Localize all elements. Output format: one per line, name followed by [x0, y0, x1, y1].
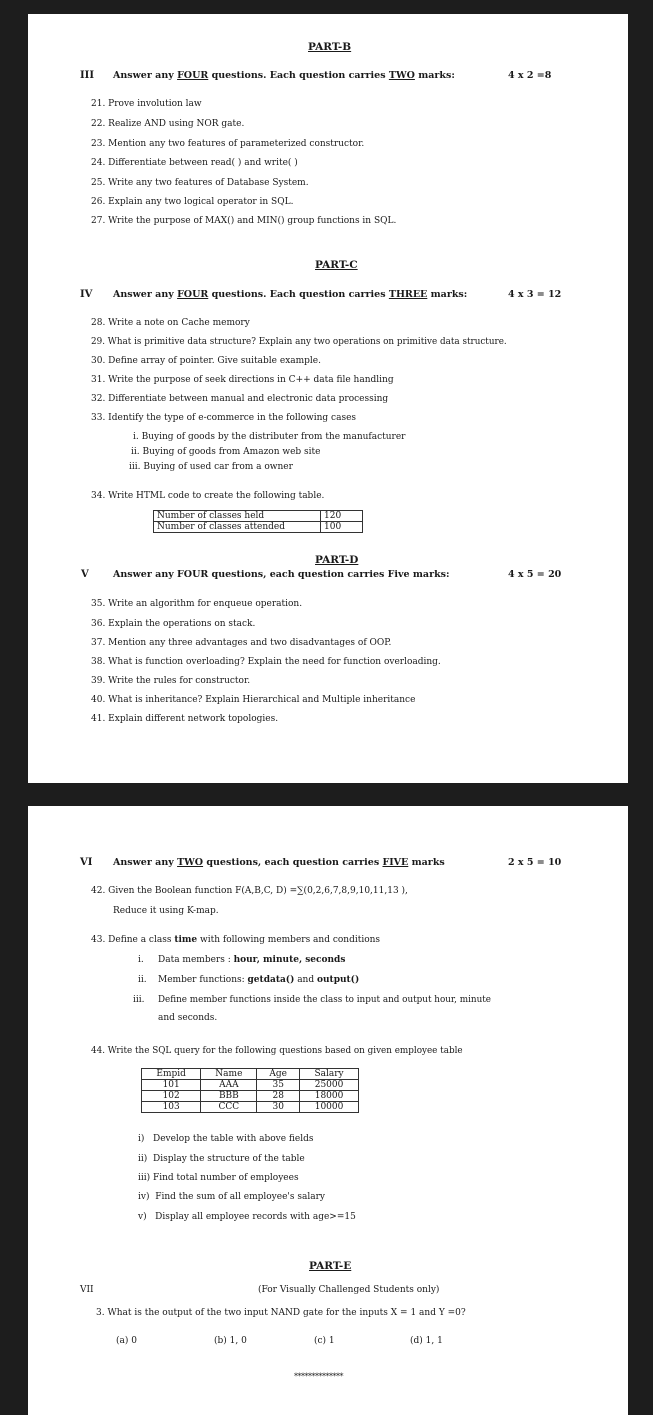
question-32: 32. Differentiate between manual and electronic data processing: [91, 394, 389, 404]
question-29: 29. What is primitive data structure? Explain any two operations on primitive data structure.: [91, 337, 507, 347]
table-cell: 18000: [300, 1091, 359, 1102]
part-e-question: 3. What is the output of the two input NAND gate for the inputs X = 1 and Y =0?: [96, 1308, 466, 1318]
question-36: 36. Explain the operations on stack.: [91, 619, 256, 629]
question-38: 38. What is function overloading? Explain the need for function overloading.: [91, 657, 441, 667]
column-header: Empid: [142, 1069, 201, 1080]
part-b-marks: 4 x 2 =8: [508, 70, 552, 81]
question-24: 24. Differentiate between read( ) and write( ): [91, 158, 298, 168]
table-row: [142, 1102, 359, 1113]
question-23: 23. Mention any two features of parameterized constructor.: [91, 139, 365, 149]
part-e-note: (For Visually Challenged Students only): [258, 1285, 440, 1295]
question-39: 39. Write the rules for constructor.: [91, 676, 251, 686]
end-of-paper-marker: **************: [294, 1372, 343, 1381]
question-33-item-i: i. Buying of goods by the distributer from the manufacturer: [133, 432, 406, 442]
question-43: 43. Define a class time with following members and conditions: [91, 935, 381, 945]
part-e-title: PART-E: [309, 1260, 352, 1272]
table-cell: 10000: [300, 1102, 359, 1113]
table-header-row: [142, 1069, 359, 1080]
part-d-instruction: Answer any FOUR questions, each question carries Five marks:: [113, 569, 450, 580]
section-iv-number: IV: [80, 289, 93, 300]
question-42: 42. Given the Boolean function F(A,B,C, D) =∑(0,2,6,7,8,9,10,11,13 ),: [91, 886, 408, 896]
question-43-item-iii: iii. Define member functions inside the class to input and output hour, minute: [133, 995, 491, 1005]
table-cell: AAA: [201, 1080, 257, 1091]
table-cell: 101: [142, 1080, 201, 1091]
part-c-title: PART-C: [315, 259, 358, 271]
table-cell: BBB: [201, 1091, 257, 1102]
option-a: (a) 0: [116, 1336, 137, 1346]
question-44-item-iv: iv) Find the sum of all employee's salary: [138, 1192, 325, 1202]
part-b-instruction: Answer any FOUR questions. Each question carries TWO marks:: [113, 70, 455, 81]
question-43-item-ii: ii. Member functions: getdata() and output(): [138, 975, 360, 985]
part-c-instruction: Answer any FOUR questions. Each question carries THREE marks:: [113, 289, 468, 300]
question-30: 30. Define array of pointer. Give suitable example.: [91, 356, 321, 366]
question-40: 40. What is inheritance? Explain Hierarchical and Multiple inheritance: [91, 695, 416, 705]
question-22: 22. Realize AND using NOR gate.: [91, 119, 245, 129]
question-28: 28. Write a note on Cache memory: [91, 318, 250, 328]
table-cell: 103: [142, 1102, 201, 1113]
table-row: [142, 1080, 359, 1091]
part-b-title: PART-B: [308, 41, 352, 53]
question-44-item-v: v) Display all employee records with age>=15: [138, 1212, 356, 1222]
table-cell: 102: [142, 1091, 201, 1102]
table-cell: 30: [257, 1102, 300, 1113]
question-44-item-iii: iii) Find total number of employees: [138, 1173, 299, 1183]
column-header: Name: [201, 1069, 257, 1080]
option-b: (b) 1, 0: [214, 1336, 247, 1346]
question-21: 21. Prove involution law: [91, 99, 202, 109]
question-25: 25. Write any two features of Database System.: [91, 178, 309, 188]
section-iii-number: III: [80, 70, 95, 81]
question-33: 33. Identify the type of e-commerce in the following cases: [91, 413, 357, 423]
column-header: Age: [257, 1069, 300, 1080]
question-27: 27. Write the purpose of MAX() and MIN() group functions in SQL.: [91, 216, 397, 226]
section-vi-instruction: Answer any TWO questions, each question carries FIVE marks: [113, 857, 445, 868]
section-vi-marks: 2 x 5 = 10: [508, 857, 562, 868]
part-d-marks: 4 x 5 = 20: [508, 569, 562, 580]
part-d-title: PART-D: [315, 554, 359, 566]
table-cell: CCC: [201, 1102, 257, 1113]
question-26: 26. Explain any two logical operator in SQL.: [91, 197, 294, 207]
exam-page-1: [28, 14, 628, 783]
question-41: 41. Explain different network topologies.: [91, 714, 279, 724]
table-cell: 120: [321, 511, 363, 522]
column-header: Salary: [300, 1069, 359, 1080]
table-row: [154, 511, 363, 522]
table-row: [154, 522, 363, 533]
option-d: (d) 1, 1: [410, 1336, 443, 1346]
table-cell: Number of classes held: [154, 511, 321, 522]
table-row: [142, 1091, 359, 1102]
table-cell: 35: [257, 1080, 300, 1091]
question-43-item-i: i. Data members : hour, minute, seconds: [138, 955, 346, 965]
question-34: 34. Write HTML code to create the following table.: [91, 491, 325, 501]
question-33-item-iii: iii. Buying of used car from a owner: [129, 462, 293, 472]
exam-page-2: [28, 806, 628, 1415]
question-44: 44. Write the SQL query for the following questions based on given employee table: [91, 1046, 463, 1056]
option-c: (c) 1: [314, 1336, 335, 1346]
question-42-line2: Reduce it using K-map.: [113, 906, 219, 916]
employee-table: [141, 1068, 359, 1113]
question-43-item-iii-line2: and seconds.: [158, 1013, 218, 1023]
table-cell: Number of classes attended: [154, 522, 321, 533]
question-44-item-i: i) Develop the table with above fields: [138, 1134, 314, 1144]
question-35: 35. Write an algorithm for enqueue operation.: [91, 599, 303, 609]
part-c-marks: 4 x 3 = 12: [508, 289, 562, 300]
table-cell: 25000: [300, 1080, 359, 1091]
table-cell: 100: [321, 522, 363, 533]
question-31: 31. Write the purpose of seek directions in C++ data file handling: [91, 375, 394, 385]
section-vi-number: VI: [80, 857, 93, 868]
section-v-number: V: [81, 569, 89, 580]
table-cell: 28: [257, 1091, 300, 1102]
question-37: 37. Mention any three advantages and two disadvantages of OOP.: [91, 638, 392, 648]
section-vii-number: VII: [80, 1285, 94, 1295]
classes-table: [153, 510, 363, 533]
question-33-item-ii: ii. Buying of goods from Amazon web site: [131, 447, 321, 457]
question-44-item-ii: ii) Display the structure of the table: [138, 1154, 305, 1164]
